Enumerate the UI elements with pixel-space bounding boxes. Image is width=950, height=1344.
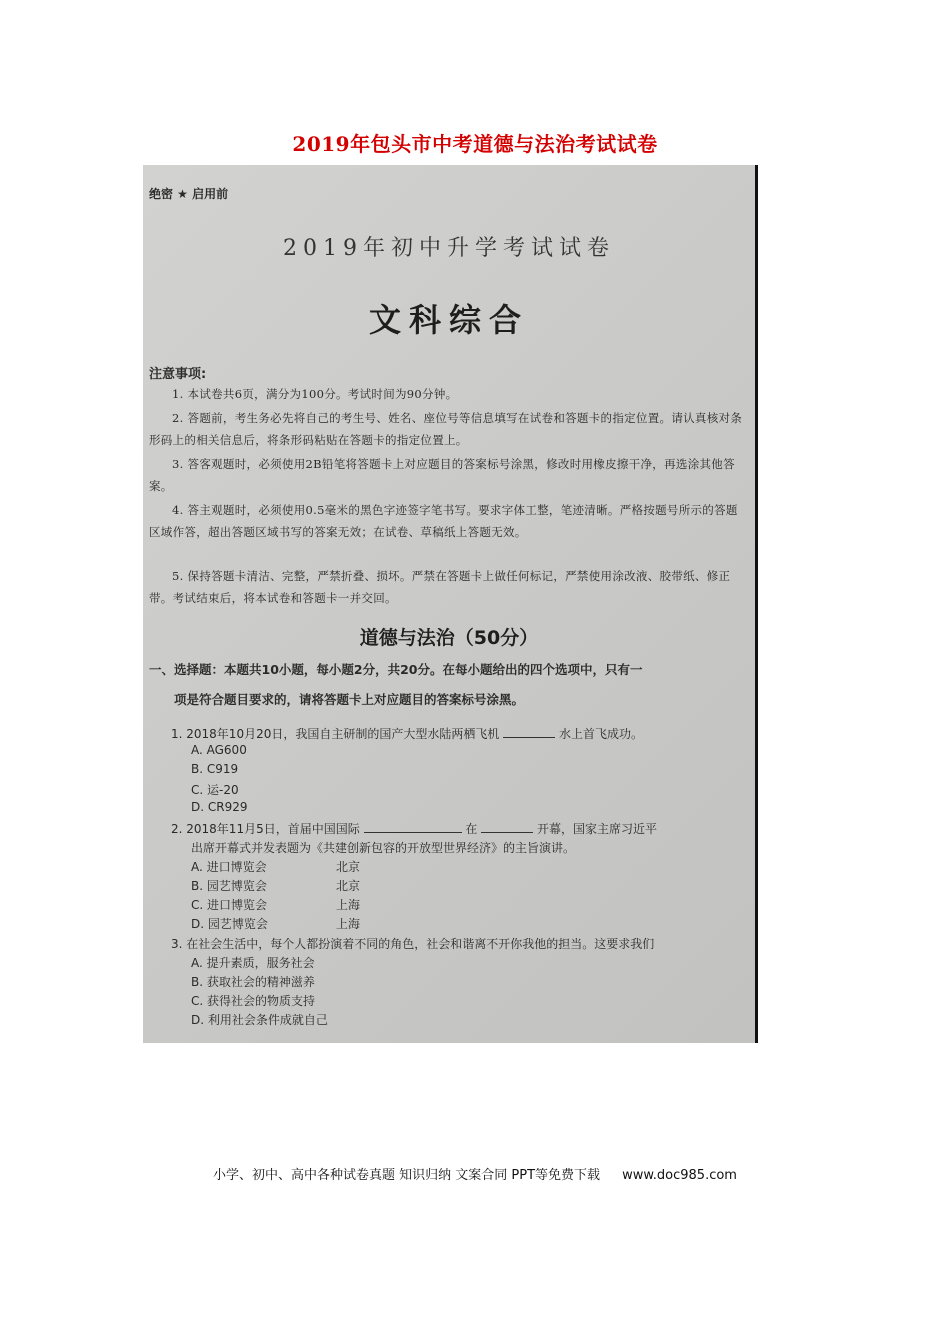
- q2-option-d: [191, 915, 360, 932]
- notice-item-4: 4. 答主观题时，必须使用0.5毫米的黑色字迹签字笔书写。要求字体工整，笔迹清晰。严格按题号所示的答题区域作答，超出答题区域书写的答案无效；在试卷、草稿纸上答题无效。: [149, 503, 738, 539]
- q2-option-d-city: 上海: [336, 917, 361, 931]
- instruction-line-2: 项是符合题目要求的，请将答题卡上对应题目的答案标号涂黑。: [174, 692, 525, 707]
- notice-item-2: 2. 答题前，考生务必先将自己的考生号、姓名、座位号等信息填写在试卷和答题卡的指定位置。请认真核对条形码上的相关信息后，将条形码粘贴在答题卡的指定位置上。: [149, 411, 743, 447]
- q3-option-c: C. 获得社会的物质支持: [191, 994, 316, 1008]
- q1-answer-blank: [503, 727, 555, 738]
- q2-option-b-city: 北京: [336, 879, 361, 893]
- q3-option-a: A. 提升素质，服务社会: [191, 956, 315, 970]
- q2-option-d-label: D. 园艺博览会: [191, 917, 268, 931]
- footer-url[interactable]: www.doc985.com: [622, 1168, 737, 1183]
- exam-heading: 2019年初中升学考试试卷: [283, 236, 615, 261]
- q1-stem-part-b: 水上首飞成功。: [559, 727, 644, 741]
- q2-option-c-city: 上海: [336, 898, 361, 912]
- question-2-stem-line-2: 出席开幕式并发表题为《共建创新包容的开放型世界经济》的主旨演讲。: [191, 841, 576, 855]
- q1-option-d: D. CR929: [191, 800, 248, 814]
- q1-option-c: C. 运-20: [191, 783, 239, 797]
- document-title: 2019年包头市中考道德与法治考试试卷: [292, 132, 658, 156]
- subject-title: 文科综合: [368, 301, 529, 339]
- q2-option-b: [191, 877, 360, 894]
- secret-label: 绝密 ★ 启用前: [149, 187, 229, 201]
- page-footer: [0, 1164, 950, 1183]
- q2-option-b-label: B. 园艺博览会: [191, 879, 267, 893]
- question-2-stem: [171, 820, 657, 837]
- q1-stem-part-a: 1. 2018年10月20日，我国自主研制的国产大型水陆两栖飞机: [171, 727, 500, 741]
- q2-answer-blank-1: [364, 822, 462, 833]
- notice-item-5: 5. 保持答题卡清洁、完整，严禁折叠、损坏。严禁在答题卡上做任何标记，严禁使用涂改液、胶带纸、修正带。考试结束后，将本试卷和答题卡一并交回。: [149, 569, 731, 605]
- q2-stem-part-c: 开幕，国家主席习近平: [537, 822, 658, 836]
- q2-option-c: [191, 896, 360, 913]
- q3-option-d: D. 利用社会条件成就自己: [191, 1013, 328, 1027]
- q3-option-b: B. 获取社会的精神滋养: [191, 975, 315, 989]
- q2-answer-blank-2: [481, 822, 533, 833]
- q1-option-b: B. C919: [191, 762, 239, 776]
- notice-heading: 注意事项:: [149, 367, 207, 382]
- notice-item-3: 3. 答客观题时，必须使用2B铅笔将答题卡上对应题目的答案标号涂黑，修改时用橡皮擦干净，再选涂其他答案。: [149, 457, 735, 493]
- q2-option-c-label: C. 进口博览会: [191, 898, 268, 912]
- q2-stem-part-a: 2. 2018年11月5日，首届中国国际: [171, 822, 360, 836]
- scanned-exam-image: [143, 165, 758, 1043]
- q1-option-a: A. AG600: [191, 743, 247, 757]
- section-title: 道德与法治（50分）: [359, 627, 539, 649]
- footer-text: 小学、初中、高中各种试卷真题 知识归纳 文案合同 PPT等免费下载: [213, 1168, 601, 1183]
- question-1-stem: [171, 725, 643, 742]
- notice-item-1: 1. 本试卷共6页，满分为100分。考试时间为90分钟。: [172, 387, 458, 401]
- question-3-stem: 3. 在社会生活中，每个人都扮演着不同的角色，社会和谐离不开你我他的担当。这要求我们: [171, 937, 655, 951]
- q2-option-a-city: 北京: [336, 860, 361, 874]
- q2-option-a: [191, 858, 360, 875]
- q2-stem-part-b: 在: [465, 822, 478, 836]
- q2-option-a-label: A. 进口博览会: [191, 860, 267, 874]
- instruction-line-1: 一、选择题：本题共10小题，每小题2分，共20分。在每小题给出的四个选项中，只有一: [149, 662, 643, 677]
